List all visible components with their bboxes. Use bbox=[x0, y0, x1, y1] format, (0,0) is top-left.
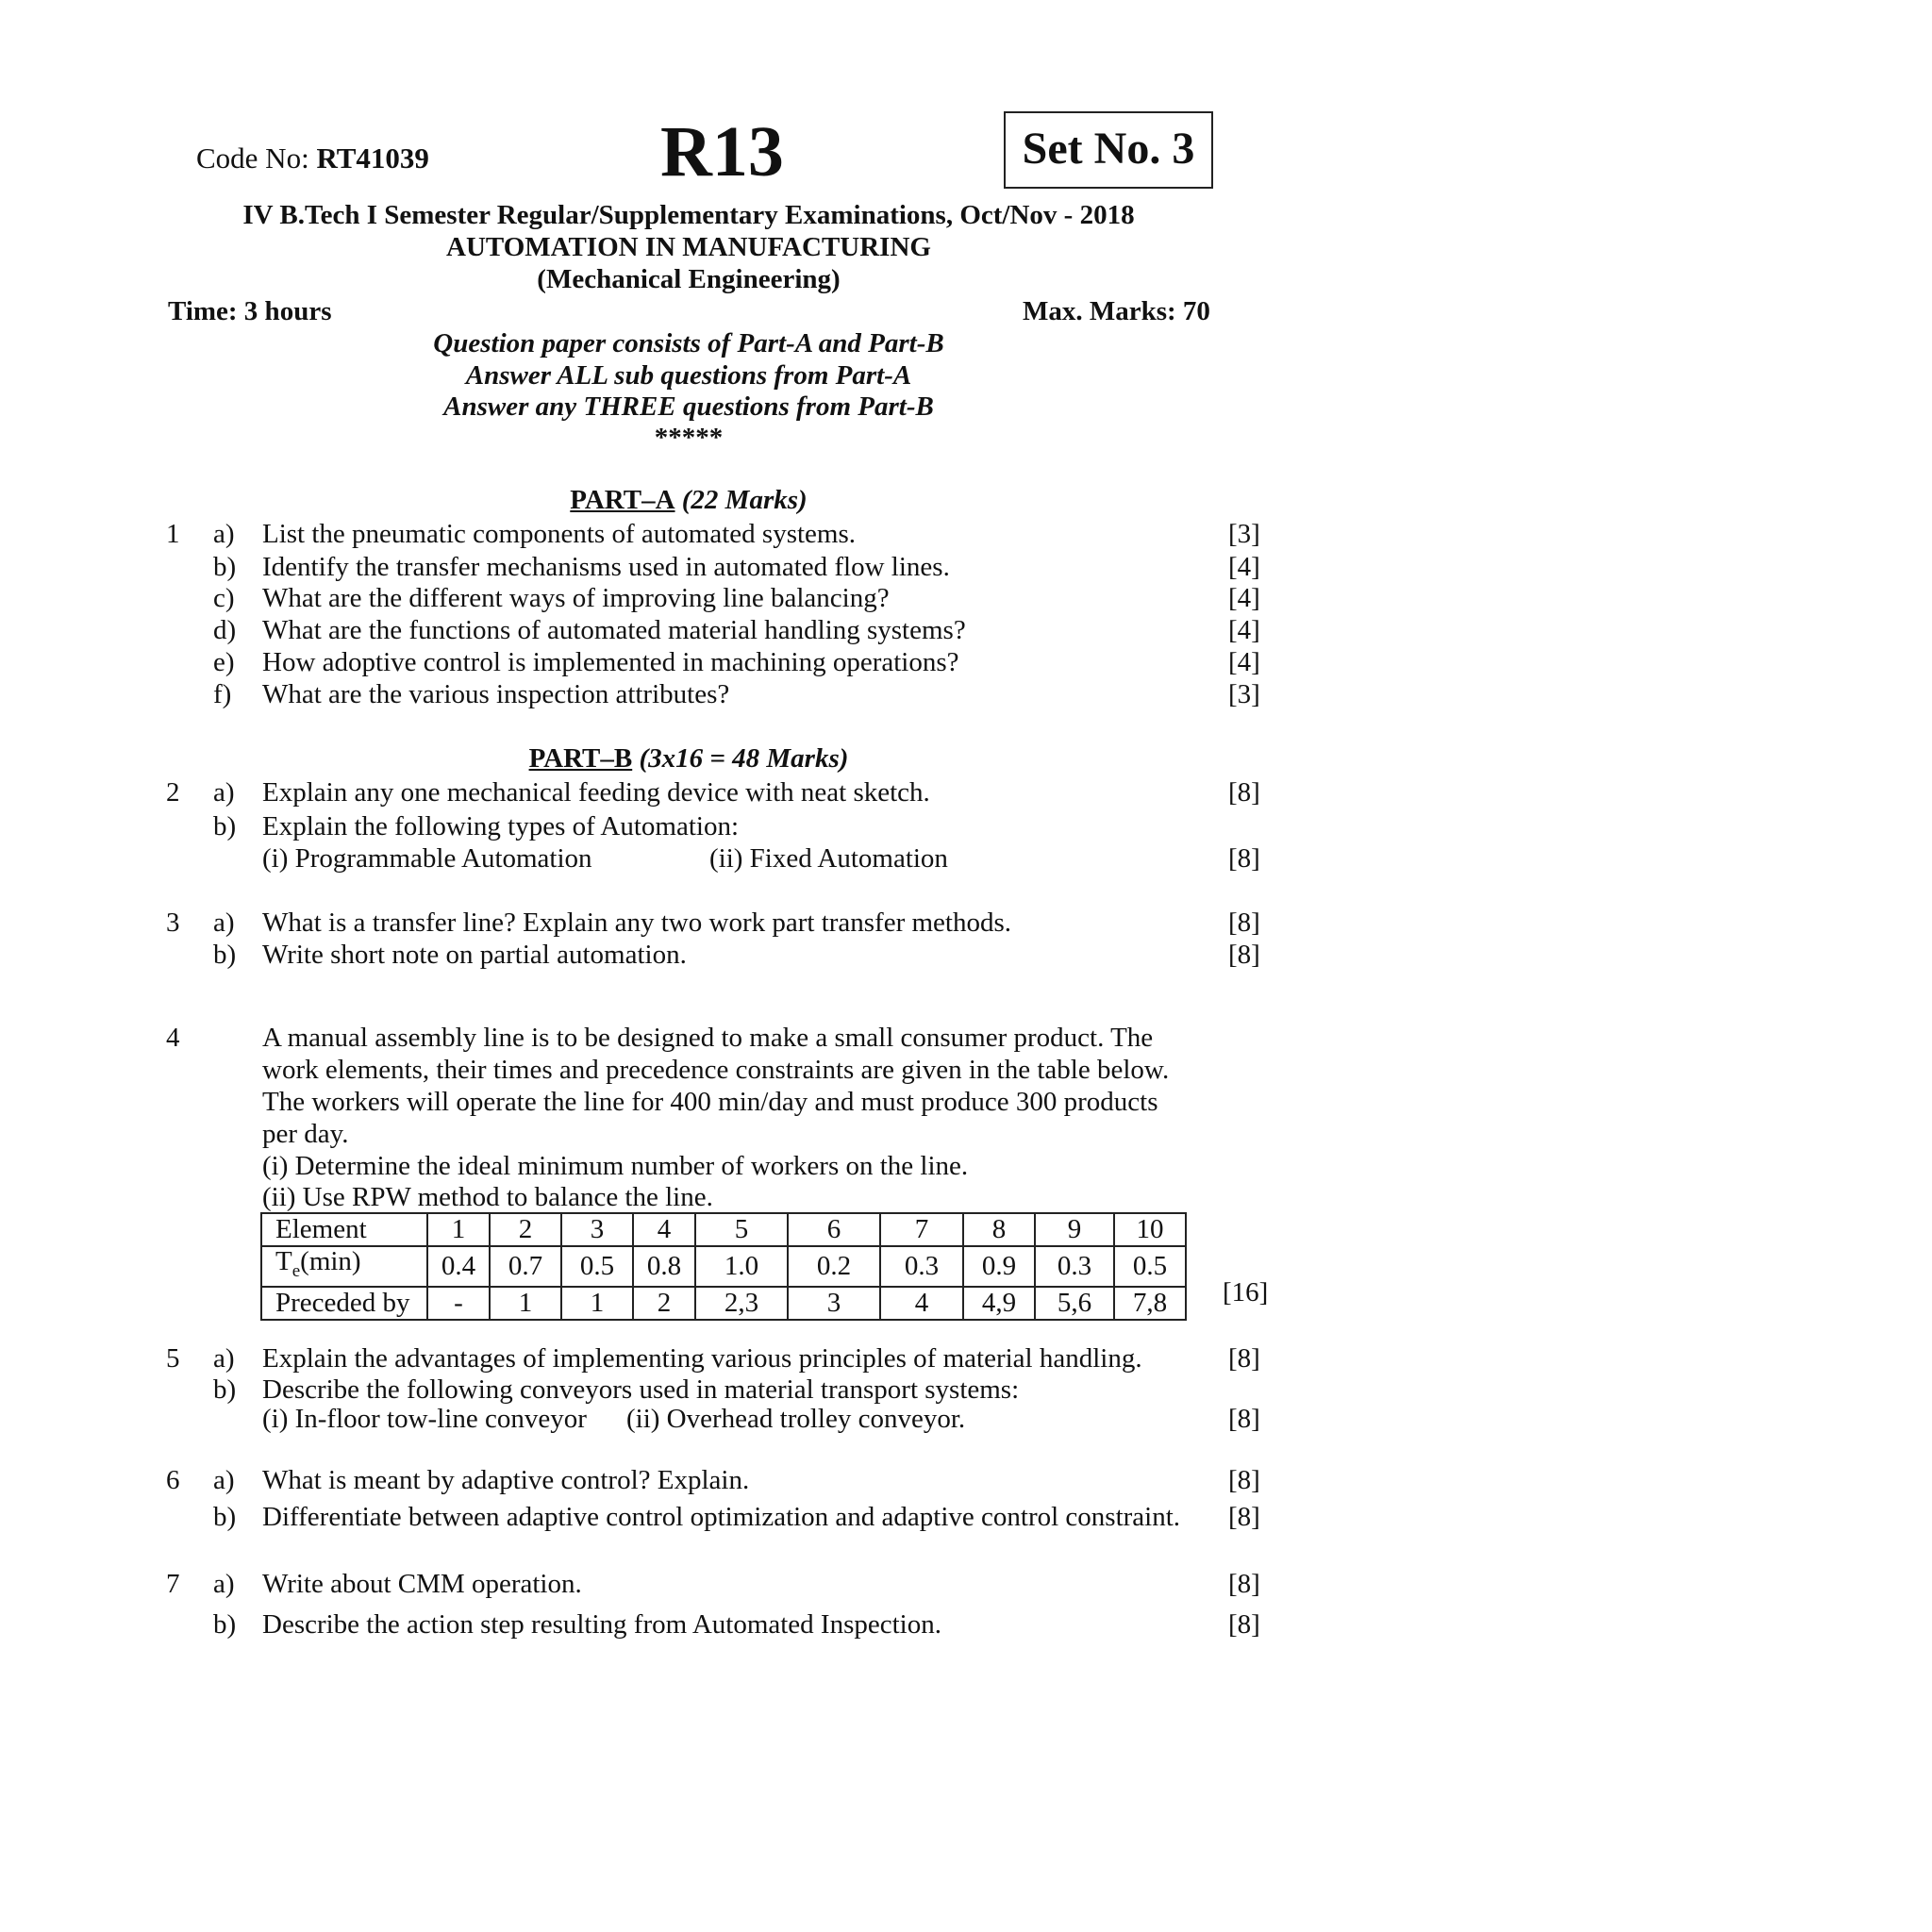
sub-label: b) bbox=[213, 1374, 237, 1405]
question-text: per day. bbox=[262, 1119, 349, 1149]
table-cell: 7 bbox=[880, 1213, 963, 1246]
question-marks: [4] bbox=[1228, 615, 1260, 645]
set-number-box: Set No. 3 bbox=[1004, 111, 1213, 189]
table-cell: 3 bbox=[788, 1287, 880, 1320]
question-text: What are the various inspection attributes? bbox=[262, 679, 730, 709]
sub-label: f) bbox=[213, 679, 232, 709]
table-cell: 4,9 bbox=[963, 1287, 1035, 1320]
question-text: How adoptive control is implemented in machining operations? bbox=[262, 647, 959, 677]
question-text: What are the different ways of improving line balancing? bbox=[262, 583, 890, 613]
question-text: Describe the following conveyors used in material transport systems: bbox=[262, 1374, 1020, 1405]
row-label: Preceded by bbox=[261, 1287, 427, 1320]
table-cell: 0.5 bbox=[1114, 1246, 1186, 1287]
sub-label: c) bbox=[213, 583, 235, 613]
table-cell: 2 bbox=[633, 1287, 695, 1320]
option-text: (i) Programmable Automation bbox=[262, 843, 592, 874]
regulation-title: R13 bbox=[660, 112, 784, 192]
table-cell: 3 bbox=[561, 1213, 633, 1246]
part-b-heading bbox=[0, 743, 1377, 774]
sub-label: a) bbox=[213, 1343, 235, 1374]
table-cell: 0.3 bbox=[880, 1246, 963, 1287]
question-text: Write about CMM operation. bbox=[262, 1569, 582, 1599]
instruction-line: Answer ALL sub questions from Part-A bbox=[465, 360, 912, 391]
table-cell: - bbox=[427, 1287, 490, 1320]
question-number: 2 bbox=[166, 777, 180, 808]
instruction-line: Answer any THREE questions from Part-B bbox=[443, 391, 934, 422]
table-cell: 0.8 bbox=[633, 1246, 695, 1287]
question-marks: [8] bbox=[1228, 1502, 1260, 1532]
question-text: (i) Determine the ideal minimum number of workers on the line. bbox=[262, 1151, 969, 1181]
option-text: (i) In-floor tow-line conveyor bbox=[262, 1404, 587, 1434]
code-label: Code No: bbox=[196, 142, 317, 175]
table-cell: 1 bbox=[490, 1287, 561, 1320]
option-text: (ii) Overhead trolley conveyor. bbox=[626, 1404, 966, 1434]
question-text: Explain the following types of Automation: bbox=[262, 811, 740, 841]
table-cell: 7,8 bbox=[1114, 1287, 1186, 1320]
question-marks: [4] bbox=[1228, 552, 1260, 582]
table-cell: 0.9 bbox=[963, 1246, 1035, 1287]
part-a-heading bbox=[0, 485, 1377, 516]
question-text: What is a transfer line? Explain any two work part transfer methods. bbox=[262, 908, 1012, 938]
question-text: Write short note on partial automation. bbox=[262, 940, 687, 970]
table-row-element bbox=[261, 1213, 1186, 1246]
table-cell: 5 bbox=[695, 1213, 788, 1246]
sub-label: e) bbox=[213, 647, 235, 677]
branch-title: (Mechanical Engineering) bbox=[537, 264, 841, 294]
table-cell: 8 bbox=[963, 1213, 1035, 1246]
question-marks: [4] bbox=[1228, 647, 1260, 677]
question-marks: [3] bbox=[1228, 679, 1260, 709]
question-marks: [8] bbox=[1228, 1465, 1260, 1495]
question-text: Describe the action step resulting from Automated Inspection. bbox=[262, 1609, 941, 1640]
table-cell: 2 bbox=[490, 1213, 561, 1246]
table-cell: 1 bbox=[427, 1213, 490, 1246]
question-text: (ii) Use RPW method to balance the line. bbox=[262, 1182, 713, 1212]
question-marks: [8] bbox=[1228, 908, 1260, 938]
question-marks: [8] bbox=[1228, 777, 1260, 808]
part-a-marks: (22 Marks) bbox=[681, 485, 808, 515]
instruction-line: Question paper consists of Part-A and Part-B bbox=[433, 328, 944, 358]
table-cell: 1.0 bbox=[695, 1246, 788, 1287]
instruction-stars: ***** bbox=[654, 423, 724, 453]
row-label bbox=[261, 1246, 427, 1287]
sub-label: a) bbox=[213, 1465, 235, 1495]
question-text: work elements, their times and precedence constraints are given in the table below. bbox=[262, 1055, 1170, 1085]
question-marks: [8] bbox=[1228, 1609, 1260, 1640]
table-cell: 0.4 bbox=[427, 1246, 490, 1287]
question-marks: [8] bbox=[1228, 1343, 1260, 1374]
question-text: What are the functions of automated material handling systems? bbox=[262, 615, 966, 645]
question-marks: [16] bbox=[1223, 1277, 1269, 1307]
question-number: 3 bbox=[166, 908, 180, 938]
question-number: 5 bbox=[166, 1343, 180, 1374]
row-label: Element bbox=[261, 1213, 427, 1246]
sub-label: b) bbox=[213, 940, 237, 970]
table-row-time bbox=[261, 1246, 1186, 1287]
part-b-title: PART–B bbox=[528, 743, 633, 774]
question-marks: [4] bbox=[1228, 583, 1260, 613]
table-cell: 0.7 bbox=[490, 1246, 561, 1287]
table-cell: 2,3 bbox=[695, 1287, 788, 1320]
sub-label: d) bbox=[213, 615, 237, 645]
table-cell: 1 bbox=[561, 1287, 633, 1320]
table-cell: 4 bbox=[633, 1213, 695, 1246]
question-marks: [8] bbox=[1228, 1404, 1260, 1434]
question-text: The workers will operate the line for 400 min/day and must produce 300 products bbox=[262, 1087, 1158, 1117]
max-marks: Max. Marks: 70 bbox=[1023, 296, 1210, 326]
table-cell: 0.2 bbox=[788, 1246, 880, 1287]
table-cell: 0.3 bbox=[1035, 1246, 1114, 1287]
question-text: Explain the advantages of implementing various principles of material handling. bbox=[262, 1343, 1142, 1374]
question-text: Differentiate between adaptive control optimization and adaptive control constraint. bbox=[262, 1502, 1181, 1532]
question-number: 1 bbox=[166, 519, 180, 549]
sub-label: a) bbox=[213, 908, 235, 938]
sub-label: b) bbox=[213, 552, 237, 582]
time-allowed: Time: 3 hours bbox=[168, 296, 332, 326]
question-number: 4 bbox=[166, 1023, 180, 1053]
table-cell: 5,6 bbox=[1035, 1287, 1114, 1320]
question-text: Explain any one mechanical feeding device with neat sketch. bbox=[262, 777, 930, 808]
question-marks: [8] bbox=[1228, 940, 1260, 970]
table-cell: 6 bbox=[788, 1213, 880, 1246]
row-label-subscript: e bbox=[291, 1260, 301, 1281]
sub-label: a) bbox=[213, 1569, 235, 1599]
option-text: (ii) Fixed Automation bbox=[709, 843, 948, 874]
sub-label: b) bbox=[213, 811, 237, 841]
work-elements-table bbox=[260, 1212, 1187, 1321]
sub-label: a) bbox=[213, 777, 235, 808]
question-number: 7 bbox=[166, 1569, 180, 1599]
table-cell: 0.5 bbox=[561, 1246, 633, 1287]
table-cell: 4 bbox=[880, 1287, 963, 1320]
code-value: RT41039 bbox=[316, 142, 429, 175]
question-marks: [3] bbox=[1228, 519, 1260, 549]
sub-label: b) bbox=[213, 1609, 237, 1640]
question-text: List the pneumatic components of automated systems. bbox=[262, 519, 857, 549]
row-label-t: T bbox=[275, 1246, 292, 1276]
question-text: What is meant by adaptive control? Explain. bbox=[262, 1465, 750, 1495]
question-number: 6 bbox=[166, 1465, 180, 1495]
row-label-unit: (min) bbox=[300, 1246, 361, 1276]
question-marks: [8] bbox=[1228, 843, 1260, 874]
part-b-marks: (3x16 = 48 Marks) bbox=[639, 743, 849, 774]
exam-title: IV B.Tech I Semester Regular/Supplementary Examinations, Oct/Nov - 2018 bbox=[242, 200, 1135, 230]
code-number bbox=[196, 142, 429, 175]
sub-label: b) bbox=[213, 1502, 237, 1532]
table-cell: 9 bbox=[1035, 1213, 1114, 1246]
question-text: Identify the transfer mechanisms used in automated flow lines. bbox=[262, 552, 950, 582]
table-row-preceded bbox=[261, 1287, 1186, 1320]
part-a-title: PART–A bbox=[570, 485, 675, 515]
question-text: A manual assembly line is to be designed to make a small consumer product. The bbox=[262, 1023, 1154, 1053]
table-cell: 10 bbox=[1114, 1213, 1186, 1246]
sub-label: a) bbox=[213, 519, 235, 549]
question-marks: [8] bbox=[1228, 1569, 1260, 1599]
subject-title: AUTOMATION IN MANUFACTURING bbox=[446, 232, 931, 262]
